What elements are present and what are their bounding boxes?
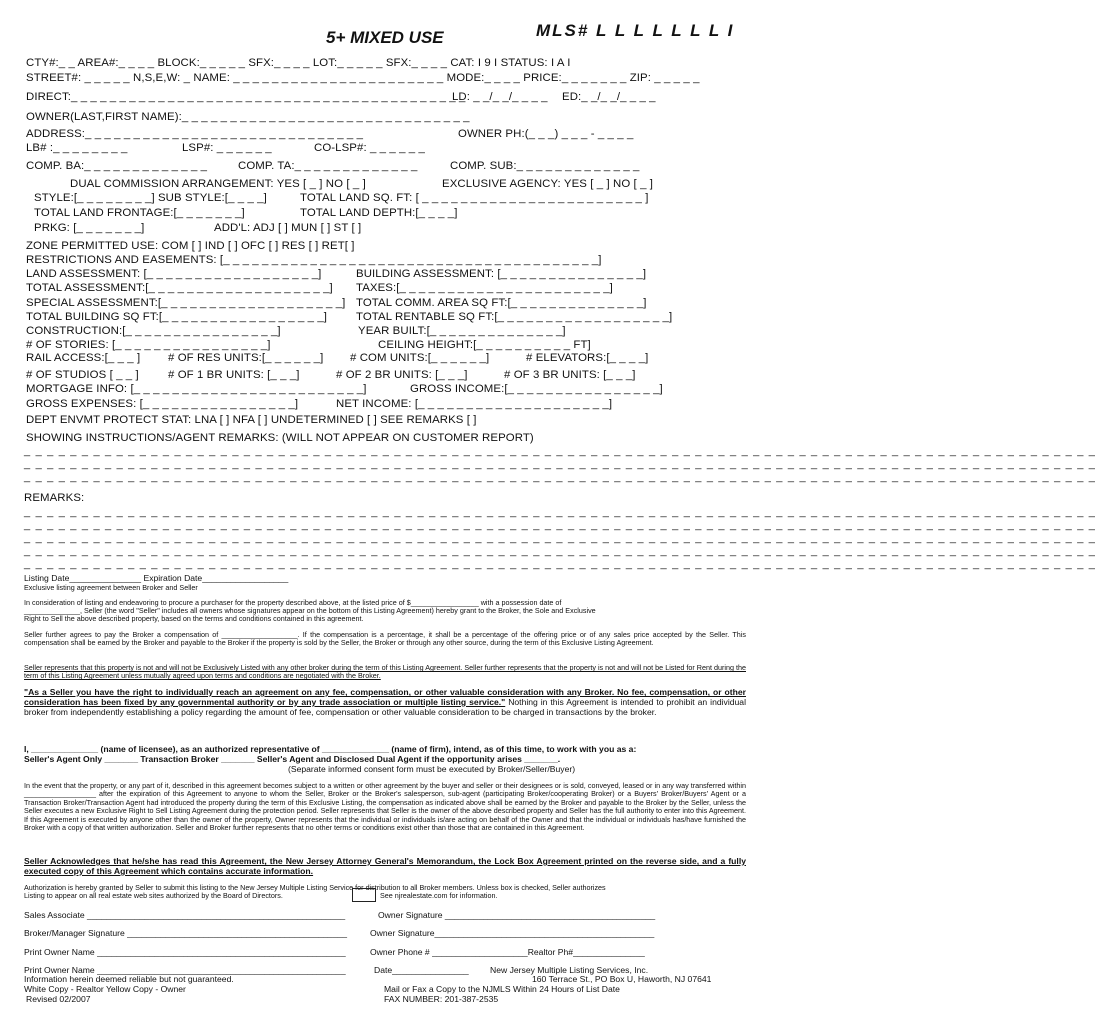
remarks-line[interactable]: _ _ _ _ _ _ _ _ _ _ _ _ _ _ _ _ _ _ _ _ _ _ _ _ _ _ _ _ _ _ _ _ _ _ _ _ _ _ _ _ _ _ _ _ _ _ _ _ _ _ _ _ _ _ _ _ _ _ _ _ _ _ _ _ _ _ _ _ _ _ _ _ _ _ _ _ _ _ _ _ _ _ _ _ _ _ _ _ _ _ _ _ _ [24,558,1096,570]
consideration-line-3: Right to Sell the above described property, based on the terms and conditions contained in this agreement. [24,614,364,623]
owner-signature-1[interactable]: Owner Signature ____________________________________________ [378,910,656,920]
consideration-line-1: In consideration of listing and endeavoring to procure a purchaser for the property described above, at the listed price of $_________________ with a possession date of [24,598,562,607]
dept-envmt-field[interactable]: DEPT ENVMT PROTECT STAT: LNA [ ] NFA [ ] UNDETERMINED [ ] SEE REMARKS [ ] [26,414,477,426]
zone-field[interactable]: ZONE PERMITTED USE: COM [ ] IND [ ] OFC [ ] RES [ ] RET[ ] [26,240,355,252]
owner-name-field[interactable]: OWNER(LAST,FIRST NAME):_ _ _ _ _ _ _ _ _ _ _ _ _ _ _ _ _ _ _ _ _ _ _ _ _ _ _ _ _ _ [26,111,470,123]
showing-instructions-label: SHOWING INSTRUCTIONS/AGENT REMARKS: (WILL NOT APPEAR ON CUSTOMER REPORT) [26,432,534,444]
total-assessment-field[interactable]: TOTAL ASSESSMENT:[_ _ _ _ _ _ _ _ _ _ _ _ _ _ _ _ _ _ _] [26,282,333,294]
print-owner-name-2[interactable]: Print Owner Name ____________________________________________________ [24,965,346,975]
acknowledgement-paragraph: Seller Acknowledges that he/she has read this Agreement, the New Jersey Attorney General's Memorandum, the Lock Box Agreement printed on the reverse side, and a fully executed copy of this Agreement which contains accurate information. [24,856,746,876]
owner-signature-2[interactable]: Owner Signature______________________________________________ [370,928,655,938]
remarks-label: REMARKS: [24,492,85,504]
seller-rights-bold: "As a Seller you have the right to individually reach an agreement on any fee, compensation, or other valuable consideration with any Broker. No fee, compensation, or other consideration has been fixed by any governmental authority or by any trade association or multiple listing service." [24,687,746,707]
showing-line[interactable]: _ _ _ _ _ _ _ _ _ _ _ _ _ _ _ _ _ _ _ _ _ _ _ _ _ _ _ _ _ _ _ _ _ _ _ _ _ _ _ _ _ _ _ _ _ _ _ _ _ _ _ _ _ _ _ _ _ _ _ _ _ _ _ _ _ _ _ _ _ _ _ _ _ _ _ _ _ _ _ _ _ _ _ _ _ _ _ _ _ _ _ _ _ [24,458,1096,470]
mortgage-field[interactable]: MORTGAGE INFO: [_ _ _ _ _ _ _ _ _ _ _ _ _ _ _ _ _ _ _ _ _ _ _ _] [26,383,367,395]
land-sqft-field[interactable]: TOTAL LAND SQ. FT: [ _ _ _ _ _ _ _ _ _ _ _ _ _ _ _ _ _ _ _ _ _ _ _ ] [300,192,649,204]
date-field[interactable]: Date________________ [374,965,469,975]
comp-ta-field[interactable]: COMP. TA:_ _ _ _ _ _ _ _ _ _ _ _ _ [238,160,418,172]
representation-paragraph: Seller represents that this property is not and will not be Exclusively Listed with any other broker during the term of this Listing Agreement. Seller further represents that the property is not and will not be Listed for Rent during the term of this Listing Agreement unless mutually agreed upon terms and conditions are negotiated with the Broker. [24,663,746,681]
consent-note: (Separate informed consent form must be executed by Broker/Seller/Buyer) [288,764,576,774]
consideration-line-2: ______________, Seller (the word "Seller" includes all owners whose signatures appear on the bottom of this Listing Agreement) hereby grant to the Broker, the Sole and Exclusive [24,606,596,615]
style-field[interactable]: STYLE:[_ _ _ _ _ _ _ _] SUB STYLE:[_ _ _ _] [34,192,267,204]
parking-field[interactable]: PRKG: [_ _ _ _ _ _ _] [34,222,145,234]
showing-line[interactable]: _ _ _ _ _ _ _ _ _ _ _ _ _ _ _ _ _ _ _ _ _ _ _ _ _ _ _ _ _ _ _ _ _ _ _ _ _ _ _ _ _ _ _ _ _ _ _ _ _ _ _ _ _ _ _ _ _ _ _ _ _ _ _ _ _ _ _ _ _ _ _ _ _ _ _ _ _ _ _ _ _ _ _ _ _ _ _ _ _ _ _ _ _ [24,445,1096,457]
gross-income-field[interactable]: GROSS INCOME:[_ _ _ _ _ _ _ _ _ _ _ _ _ _ _ _] [410,383,663,395]
protection-paragraph: In the event that the property, or any part of it, described in this agreement becomes subject to a written or other agreement by the buyer and seller or their designees or is sold, conveyed, leased or in any way transferred within __________________ after the expiration of this Agreement to anyone to whom the Seller, Broker or the Broker's salesperson, sub-agent (participating Broker/cooperating Broker) or a Buyers' Broker/Buyers' Agent or a Transaction Broker/Transaction Agent had introduced the property during the term of this Exclusive Listing, the compensation as indicated above shall be earned by the Broker and payable to the Broker by the Seller, unless the Seller executes a new Exclusive Right to Sell Listing Agreement during the protection period. Seller represents that Seller is the owner of the above described property and Seller has the full authority to enter into this Agreement. If this Agreement is executed by anyone other than the owner of the property, Owner represents that the individual or individuals is/are acting on behalf of the Owner and that the individual or individuals has/have furnished the Broker with a copy of that written authorization. Seller and Broker further represents that no other terms or conditions exist other than those that are contained in this Agreement. [24,781,746,833]
location-row[interactable]: CTY#:_ _ AREA#:_ _ _ _ BLOCK:_ _ _ _ _ SFX:_ _ _ _ LOT:_ _ _ _ _ SFX:_ _ _ _ CAT: I 9 I STATUS: I A I [26,57,571,69]
exclusive-agency-field[interactable]: EXCLUSIVE AGENCY: YES [ _ ] NO [ _ ] [442,178,654,190]
street-row[interactable]: STREET#: _ _ _ _ _ N,S,E,W: _ NAME: _ _ _ _ _ _ _ _ _ _ _ _ _ _ _ _ _ _ _ _ _ _ MODE:_ _ _ _ PRICE:_ _ _ _ _ _ _ ZIP: _ _ _ _ _ [26,72,700,84]
taxes-field[interactable]: TAXES:[_ _ _ _ _ _ _ _ _ _ _ _ _ _ _ _ _ _ _ _ _ _] [356,282,613,294]
web-opt-out-checkbox[interactable] [352,888,376,902]
owner-phone[interactable]: Owner Phone # ____________________Realtor Ph#_______________ [370,947,645,957]
ld-field[interactable]: LD: _ _/_ _/_ _ _ _ [452,91,548,103]
address-field[interactable]: ADDRESS:_ _ _ _ _ _ _ _ _ _ _ _ _ _ _ _ _ _ _ _ _ _ _ _ _ _ _ _ _ [26,128,364,140]
sales-associate-signature[interactable]: Sales Associate ______________________________________________________ [24,910,346,920]
elevators-field[interactable]: # ELEVATORS:[_ _ _ _] [526,352,649,364]
comp-ba-field[interactable]: COMP. BA:_ _ _ _ _ _ _ _ _ _ _ _ _ [26,160,208,172]
com-units-field[interactable]: # COM UNITS:[_ _ _ _ _ _] [350,352,490,364]
mail-fax-instruction: Mail or Fax a Copy to the NJMLS Within 24 Hours of List Date [384,984,620,994]
dual-commission-field[interactable]: DUAL COMMISSION ARRANGEMENT: YES [ _ ] NO [ _ ] [70,178,366,190]
lsp-field[interactable]: LSP#: _ _ _ _ _ _ [182,142,272,154]
broker-signature[interactable]: Broker/Manager Signature ______________________________________________ [24,928,348,938]
remarks-line[interactable]: _ _ _ _ _ _ _ _ _ _ _ _ _ _ _ _ _ _ _ _ _ _ _ _ _ _ _ _ _ _ _ _ _ _ _ _ _ _ _ _ _ _ _ _ _ _ _ _ _ _ _ _ _ _ _ _ _ _ _ _ _ _ _ _ _ _ _ _ _ _ _ _ _ _ _ _ _ _ _ _ _ _ _ _ _ _ _ _ _ _ _ _ _ [24,506,1096,518]
authorization-line-2: Listing to appear on all real estate web sites authorized by the Board of Directors. [24,891,283,900]
copy-distribution: White Copy - Realtor Yellow Copy - Owner [24,984,186,994]
showing-line[interactable]: _ _ _ _ _ _ _ _ _ _ _ _ _ _ _ _ _ _ _ _ _ _ _ _ _ _ _ _ _ _ _ _ _ _ _ _ _ _ _ _ _ _ _ _ _ _ _ _ _ _ _ _ _ _ _ _ _ _ _ _ _ _ _ _ _ _ _ _ _ _ _ _ _ _ _ _ _ _ _ _ _ _ _ _ _ _ _ _ _ _ _ _ _ [24,471,1096,483]
year-built-field[interactable]: YEAR BUILT:[_ _ _ _ _ _ _ _ _ _ _ _ _ _] [358,325,566,337]
revision-date: Revised 02/2007 [26,994,91,1004]
agent-type-line[interactable]: Seller's Agent Only _______ Transaction Broker _______ Seller's Agent and Disclosed Dual Agent if the opportunity arises _______. [24,754,561,764]
net-income-field[interactable]: NET INCOME: [_ _ _ _ _ _ _ _ _ _ _ _ _ _ _ _ _ _ _ _] [336,398,613,410]
ceiling-height-field[interactable]: CEILING HEIGHT:[_ _ _ _ _ _ _ _ _ _ FT] [378,339,591,351]
remarks-line[interactable]: _ _ _ _ _ _ _ _ _ _ _ _ _ _ _ _ _ _ _ _ _ _ _ _ _ _ _ _ _ _ _ _ _ _ _ _ _ _ _ _ _ _ _ _ _ _ _ _ _ _ _ _ _ _ _ _ _ _ _ _ _ _ _ _ _ _ _ _ _ _ _ _ _ _ _ _ _ _ _ _ _ _ _ _ _ _ _ _ _ _ _ _ _ [24,519,1096,531]
comm-area-field[interactable]: TOTAL COMM. AREA SQ FT:[_ _ _ _ _ _ _ _ _ _ _ _ _ _] [356,297,647,309]
building-sqft-field[interactable]: TOTAL BUILDING SQ FT:[_ _ _ _ _ _ _ _ _ _ _ _ _ _ _ _ _] [26,311,328,323]
land-depth-field[interactable]: TOTAL LAND DEPTH:[_ _ _ _] [300,207,458,219]
mls-number: MLS# L L L L L L L I [536,21,735,40]
colsp-field[interactable]: CO-LSP#: _ _ _ _ _ _ [314,142,425,154]
print-owner-name-1[interactable]: Print Owner Name ____________________________________________________ [24,947,346,957]
exclusive-listing-caption: Exclusive listing agreement between Broker and Seller [24,583,198,592]
ed-field[interactable]: ED:_ _/_ _/_ _ _ _ [562,91,656,103]
authorization-line-3: See njrealestate.com for information. [380,891,498,900]
listing-date-line[interactable]: Listing Date_______________ Expiration Date__________________ [24,573,289,583]
licensee-line[interactable]: I, ______________ (name of licensee), as an authorized representative of ______________ (name of firm), intend, as of this time, to work with you as a: [24,744,637,754]
addl-field[interactable]: ADD'L: ADJ [ ] MUN [ ] ST [ ] [214,222,362,234]
njmls-address: 160 Terrace St., PO Box U, Haworth, NJ 07641 [532,974,712,984]
disclaimer: Information herein deemed reliable but not guaranteed. [24,974,234,984]
stories-field[interactable]: # OF STORIES: [_ _ _ _ _ _ _ _ _ _ _ _ _ _ _ _] [26,339,271,351]
fax-number: FAX NUMBER: 201-387-2535 [384,994,499,1004]
compensation-paragraph: Seller further agrees to pay the Broker a compensation of ___________________. If the compensation is a percentage, it shall be a percentage of the offering price or of any sales price accepted by the Seller. This compensation shall be earned by the Broker and payable to the Broker if the property is sold by the Seller, the Broker or through any other source, during the term of this Exclusive Listing Agreement. [24,630,746,648]
form-title: 5+ MIXED USE [326,28,444,47]
direct-field[interactable]: DIRECT:_ _ _ _ _ _ _ _ _ _ _ _ _ _ _ _ _ _ _ _ _ _ _ _ _ _ _ _ _ _ _ _ _ _ _ _ _ _ _ _ _ [26,91,466,103]
authorization-line-1: Authorization is hereby granted by Seller to submit this listing to the New Jersey Multiple Listing Service for distribution to all Broker members. Unless box is checked, Seller authorizes [24,883,606,892]
land-frontage-field[interactable]: TOTAL LAND FRONTAGE:[_ _ _ _ _ _ _] [34,207,245,219]
rentable-sqft-field[interactable]: TOTAL RENTABLE SQ FT:[_ _ _ _ _ _ _ _ _ _ _ _ _ _ _ _ _ _] [356,311,673,323]
3br-units-field[interactable]: # OF 3 BR UNITS: [_ _ _] [504,369,636,381]
1br-units-field[interactable]: # OF 1 BR UNITS: [_ _ _] [168,369,300,381]
remarks-line[interactable]: _ _ _ _ _ _ _ _ _ _ _ _ _ _ _ _ _ _ _ _ _ _ _ _ _ _ _ _ _ _ _ _ _ _ _ _ _ _ _ _ _ _ _ _ _ _ _ _ _ _ _ _ _ _ _ _ _ _ _ _ _ _ _ _ _ _ _ _ _ _ _ _ _ _ _ _ _ _ _ _ _ _ _ _ _ _ _ _ _ _ _ _ _ [24,532,1096,544]
construction-field[interactable]: CONSTRUCTION:[_ _ _ _ _ _ _ _ _ _ _ _ _ _ _ _] [26,325,281,337]
lb-field[interactable]: LB# :_ _ _ _ _ _ _ _ [26,142,128,154]
seller-rights-paragraph [24,687,746,717]
special-assessment-field[interactable]: SPECIAL ASSESSMENT:[_ _ _ _ _ _ _ _ _ _ _ _ _ _ _ _ _ _ _] [26,297,346,309]
restrictions-field[interactable]: RESTRICTIONS AND EASEMENTS: [_ _ _ _ _ _ _ _ _ _ _ _ _ _ _ _ _ _ _ _ _ _ _ _ _ _ _ _ _ _ _ _ _ _ _ _ _ _ _] [26,254,602,266]
gross-expenses-field[interactable]: GROSS EXPENSES: [_ _ _ _ _ _ _ _ _ _ _ _ _ _ _ _] [26,398,299,410]
comp-sub-field[interactable]: COMP. SUB:_ _ _ _ _ _ _ _ _ _ _ _ _ [450,160,640,172]
land-assessment-field[interactable]: LAND ASSESSMENT: [_ _ _ _ _ _ _ _ _ _ _ _ _ _ _ _ _ _] [26,268,322,280]
remarks-line[interactable]: _ _ _ _ _ _ _ _ _ _ _ _ _ _ _ _ _ _ _ _ _ _ _ _ _ _ _ _ _ _ _ _ _ _ _ _ _ _ _ _ _ _ _ _ _ _ _ _ _ _ _ _ _ _ _ _ _ _ _ _ _ _ _ _ _ _ _ _ _ _ _ _ _ _ _ _ _ _ _ _ _ _ _ _ _ _ _ _ _ _ _ _ _ [24,545,1096,557]
2br-units-field[interactable]: # OF 2 BR UNITS: [_ _ _] [336,369,468,381]
res-units-field[interactable]: # OF RES UNITS:[_ _ _ _ _ _] [168,352,324,364]
rail-access-field[interactable]: RAIL ACCESS:[_ _ _ ] [26,352,141,364]
seller-rights-rest: Nothing in this Agreement is intended to prohibit an individual broker from independently establishing a policy regarding the amount of fee, compensation or other valuable consideration to be charged in transactions by the broker. [24,697,746,717]
njmls-name: New Jersey Multiple Listing Services, Inc. [490,965,649,975]
owner-phone-field[interactable]: OWNER PH:(_ _ _) _ _ _ - _ _ _ _ [458,128,634,140]
building-assessment-field[interactable]: BUILDING ASSESSMENT: [_ _ _ _ _ _ _ _ _ _ _ _ _ _ _] [356,268,647,280]
studios-field[interactable]: # OF STUDIOS [ _ _ ] [26,369,139,381]
